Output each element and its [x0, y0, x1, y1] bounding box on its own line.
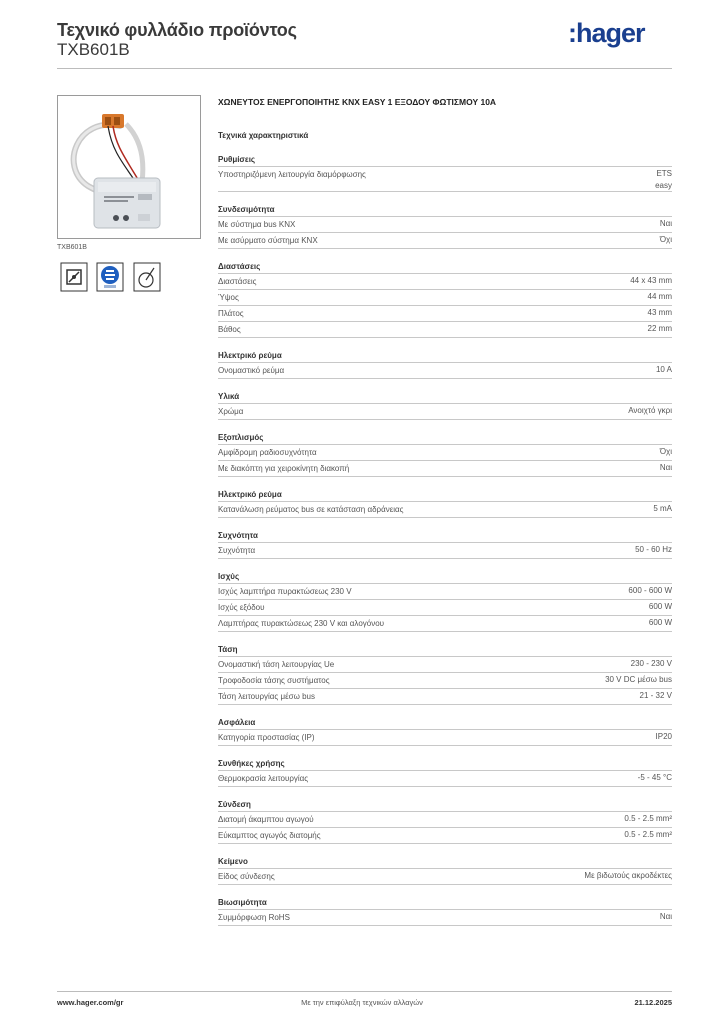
spec-row	[218, 404, 672, 420]
spec-value-line: 44 x 43 mm	[630, 276, 672, 285]
spec-value-line: 30 V DC μέσω bus	[605, 675, 672, 684]
spec-group-title: Τάση	[218, 642, 672, 657]
spec-label: Με σύστημα bus KNX	[218, 220, 296, 229]
spec-row	[218, 306, 672, 322]
spec-label: Ονομαστική τάση λειτουργίας Ue	[218, 660, 335, 669]
spec-value-line: Ναι	[659, 463, 672, 472]
spec-group-title: Ισχύς	[218, 569, 672, 584]
footer-divider	[57, 991, 672, 992]
spec-group	[218, 528, 672, 559]
spec-row	[218, 657, 672, 673]
spec-value	[655, 168, 672, 191]
spec-value-line: 600 - 600 W	[628, 586, 672, 595]
spec-group-title: Υλικά	[218, 389, 672, 404]
spec-value	[635, 544, 672, 556]
spec-value	[624, 829, 672, 841]
spec-label: Ύψος	[218, 293, 239, 302]
spec-label: Χρώμα	[218, 407, 244, 416]
easy-logo-icon	[96, 262, 124, 292]
spec-label: Με διακόπτη για χειροκίνητη διακοπή	[218, 464, 350, 473]
spec-group	[218, 259, 672, 338]
spec-row	[218, 673, 672, 689]
spec-row	[218, 600, 672, 616]
spec-value-line: Με βιδωτούς ακροδέκτες	[584, 871, 672, 880]
product-heading: ΧΩΝΕΥΤΟΣ ΕΝΕΡΓΟΠΟΙΗΤΗΣ KNX EASY 1 ΕΞΟΔΟΥ ΦΩΤΙΣΜΟΥ 10A	[218, 97, 497, 107]
spec-table	[218, 152, 672, 936]
spec-group-title: Ηλεκτρικό ρεύμα	[218, 487, 672, 502]
spec-group	[218, 348, 672, 379]
spec-row	[218, 812, 672, 828]
spec-value	[640, 690, 672, 702]
spec-group-title: Βιωσιμότητα	[218, 895, 672, 910]
spec-row	[218, 910, 672, 926]
spec-label: Λαμπτήρας πυρακτώσεως 230 V και αλογόνου	[218, 619, 385, 628]
spec-label: Εύκαμπτος αγωγός διατομής	[218, 831, 321, 840]
spec-value	[638, 772, 672, 784]
spec-label: Βάθος	[218, 325, 241, 334]
spec-value	[649, 617, 672, 629]
spec-row	[218, 869, 672, 885]
spec-label: Τάση λειτουργίας μέσω bus	[218, 692, 315, 701]
spec-row	[218, 502, 672, 518]
spec-value	[584, 870, 672, 882]
spec-label: Θερμοκρασία λειτουργίας	[218, 774, 309, 783]
spec-value	[656, 364, 672, 376]
spec-group-title: Ηλεκτρικό ρεύμα	[218, 348, 672, 363]
spec-value	[660, 446, 672, 458]
spec-group-title: Συνθήκες χρήσης	[218, 756, 672, 771]
spec-label: Διαστάσεις	[218, 277, 257, 286]
spec-label: Αμφίδρομη ραδιοσυχνότητα	[218, 448, 317, 457]
spec-row	[218, 445, 672, 461]
spec-value-line: easy	[655, 180, 672, 190]
spec-row	[218, 543, 672, 559]
spec-value-line: 50 - 60 Hz	[635, 545, 672, 554]
spec-value	[660, 911, 672, 923]
spec-value	[630, 275, 672, 287]
spec-group	[218, 487, 672, 518]
spec-label: Ισχύς εξόδου	[218, 603, 265, 612]
spec-row	[218, 322, 672, 338]
spec-row	[218, 616, 672, 632]
spec-group	[218, 202, 672, 249]
spec-group	[218, 430, 672, 477]
spec-value-line: Ναι	[659, 912, 672, 921]
footer-note: Με την επιφύλαξη τεχνικών αλλαγών	[301, 998, 423, 1007]
spec-value	[660, 462, 672, 474]
spec-group-title: Σύνδεση	[218, 797, 672, 812]
spec-group	[218, 569, 672, 632]
spec-value-line: 22 mm	[647, 324, 672, 333]
header-divider	[57, 68, 672, 69]
spec-value-line: IP20	[655, 732, 672, 741]
product-code: TXB601B	[57, 40, 130, 59]
spec-value-line: Ανοιχτό γκρι	[628, 406, 672, 415]
footer-url[interactable]: www.hager.com/gr	[57, 998, 124, 1007]
spec-label: Κατανάλωση ρεύματος bus σε κατάσταση αδράνειας	[218, 505, 404, 514]
spec-group-title: Κείμενο	[218, 854, 672, 869]
spec-value	[628, 585, 672, 597]
spec-label: Ονομαστικό ρεύμα	[218, 366, 285, 375]
spec-label: Υποστηριζόμενη λειτουργία διαμόρφωσης	[218, 170, 366, 179]
spec-row	[218, 233, 672, 249]
spec-group	[218, 389, 672, 420]
spec-value-line: 600 W	[648, 618, 672, 627]
spec-row	[218, 363, 672, 379]
spec-row	[218, 461, 672, 477]
spec-row	[218, 584, 672, 600]
spec-value	[624, 813, 672, 825]
spec-row	[218, 167, 672, 192]
spec-label: Πλάτος	[218, 309, 244, 318]
spec-group	[218, 642, 672, 705]
spec-value	[660, 234, 672, 246]
spec-row	[218, 828, 672, 844]
spec-group-title: Εξοπλισμός	[218, 430, 672, 445]
spec-value-line: 21 - 32 V	[639, 691, 672, 700]
spec-label: Τροφοδοσία τάσης συστήματος	[218, 676, 330, 685]
spec-value-line: 10 A	[655, 365, 672, 374]
lamp-symbol-icon	[133, 262, 161, 292]
spec-value	[631, 658, 672, 670]
spec-value	[648, 323, 672, 335]
spec-value	[648, 291, 672, 303]
hager-logo: :hager	[568, 18, 645, 48]
spec-row	[218, 689, 672, 705]
spec-value-line: 5 mA	[653, 504, 672, 513]
spec-row	[218, 730, 672, 746]
spec-group	[218, 797, 672, 844]
spec-value-line: 230 - 230 V	[630, 659, 672, 668]
document-title: Τεχνικό φυλλάδιο προϊόντος	[57, 20, 297, 40]
product-image	[57, 95, 201, 239]
section-title: Τεχνικά χαρακτηριστικά	[218, 131, 309, 140]
spec-label: Με ασύρματο σύστημα KNX	[218, 236, 318, 245]
spec-value	[660, 218, 672, 230]
spec-value	[628, 405, 672, 417]
spec-group	[218, 152, 672, 192]
product-image-caption: TXB601B	[57, 244, 87, 251]
spec-group	[218, 715, 672, 746]
spec-row	[218, 290, 672, 306]
spec-value	[605, 674, 672, 686]
spec-label: Συχνότητα	[218, 546, 256, 555]
spec-label: Διατομή άκαμπτου αγωγού	[218, 815, 314, 824]
spec-group	[218, 756, 672, 787]
spec-group	[218, 895, 672, 926]
spec-group-title: Ρυθμίσεις	[218, 152, 672, 167]
spec-value-line: 0.5 - 2.5 mm²	[624, 814, 672, 823]
spec-value-line: 43 mm	[647, 308, 672, 317]
spec-group-title: Συχνότητα	[218, 528, 672, 543]
spec-label: Κατηγορία προστασίας (IP)	[218, 733, 315, 742]
spec-value-line: ETS	[656, 169, 672, 178]
spec-value-line: 0.5 - 2.5 mm²	[624, 830, 672, 839]
spec-label: Ισχύς λαμπτήρα πυρακτώσεως 230 V	[218, 587, 352, 596]
spec-label: Συμμόρφωση RoHS	[218, 913, 290, 922]
spec-value	[649, 601, 672, 613]
spec-row	[218, 771, 672, 787]
footer-date: 21.12.2025	[634, 998, 672, 1007]
spec-value	[648, 307, 672, 319]
spec-row	[218, 274, 672, 290]
spec-value-line: -5 - 45 °C	[637, 773, 672, 782]
spec-group-title: Συνδεσιμότητα	[218, 202, 672, 217]
spec-row	[218, 217, 672, 233]
installation-symbol-icon	[60, 262, 88, 292]
spec-group-title: Διαστάσεις	[218, 259, 672, 274]
spec-label: Είδος σύνδεσης	[218, 872, 275, 881]
spec-value-line: Ναι	[659, 219, 672, 228]
spec-group-title: Ασφάλεια	[218, 715, 672, 730]
spec-group	[218, 854, 672, 885]
spec-value-line: Όχι	[659, 447, 672, 456]
spec-value-line: Όχι	[659, 235, 672, 244]
spec-value-line: 600 W	[648, 602, 672, 611]
spec-value-line: 44 mm	[647, 292, 672, 301]
spec-value	[656, 731, 672, 743]
spec-value	[653, 503, 672, 515]
